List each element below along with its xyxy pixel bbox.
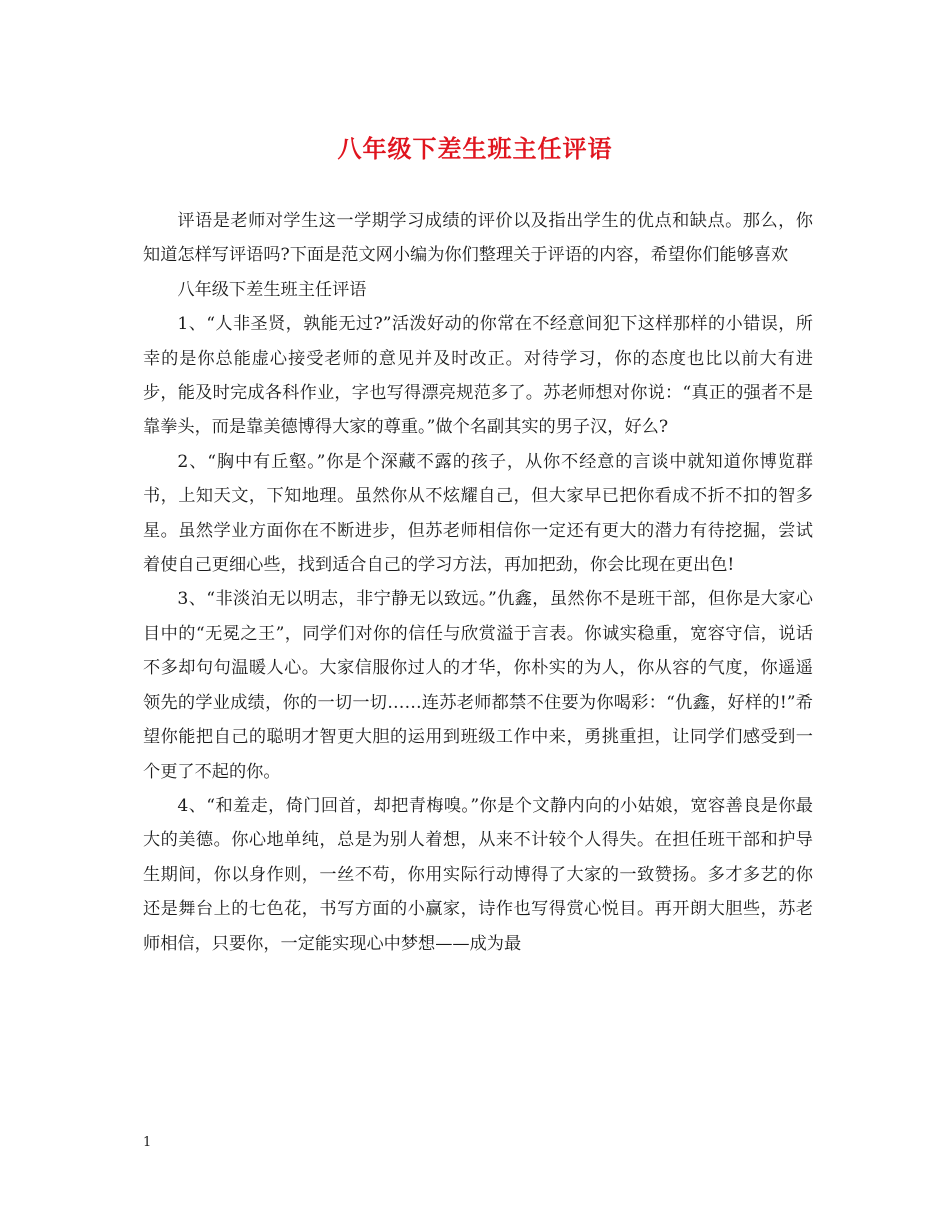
comment-paragraph-3: 3、“非淡泊无以明志，非宁静无以致远。”仇鑫，虽然你不是班干部，但你是大家心目中的“无冕之王”，同学们对你的信任与欣赏溢于言表。你诚实稳重，宽容守信，说话不多却句句温暖人心。大家信服你过人的才华，你朴实的为人，你从容的气度，你遥遥领先的学业成绩，你的一切一切……连苏老师都禁不住要为你喝彩：“仇鑫，好样的!”希望你能把自己的聪明才智更大胆的运用到班级工作中来，勇挑重担，让同学们感受到一个更了不起的你。 <box>143 589 813 782</box>
section-heading: 八年级下差生班主任评语 <box>177 279 367 300</box>
intro-paragraph: 评语是老师对学生这一学期学习成绩的评价以及指出学生的优点和缺点。那么，你知道怎样写评语吗?下面是范文网小编为你们整理关于评语的内容，希望你们能够喜欢 <box>143 211 813 266</box>
comment-paragraph-1: 1、“人非圣贤，孰能无过?”活泼好动的你常在不经意间犯下这样那样的小错误，所幸的是你总能虚心接受老师的意见并及时改正。对待学习，你的态度也比以前大有进步，能及时完成各科作业，字也写得漂亮规范多了。苏老师想对你说：“真正的强者不是靠拳头，而是靠美德博得大家的尊重。”做个名副其实的男子汉，好么? <box>143 314 813 438</box>
comment-paragraph-2: 2、“胸中有丘壑。”你是个深藏不露的孩子，从你不经意的言谈中就知道你博览群书，上知天文，下知地理。虽然你从不炫耀自己，但大家早已把你看成不折不扣的智多星。虽然学业方面你在不断进步，但苏老师相信你一定还有更大的潜力有待挖掘，尝试着使自己更细心些，找到适合自己的学习方法，再加把劲，你会比现在更出色! <box>143 451 813 576</box>
document-title: 八年级下差生班主任评语 <box>337 134 613 163</box>
comment-paragraph-4: 4、“和羞走，倚门回首，却把青梅嗅。”你是个文静内向的小姑娘，宽容善良是你最大的美德。你心地单纯，总是为别人着想，从来不计较个人得失。在担任班干部和护导生期间，你以身作则，一丝不苟，你用实际行动博得了大家的一致赞扬。多才多艺的你还是舞台上的七色花，书写方面的小赢家，诗作也写得赏心悦目。再开朗大胆些，苏老师相信，只要你，一定能实现心中梦想——成为最 <box>143 795 813 954</box>
page-number: 1 <box>143 1135 152 1150</box>
document-body <box>143 204 813 961</box>
